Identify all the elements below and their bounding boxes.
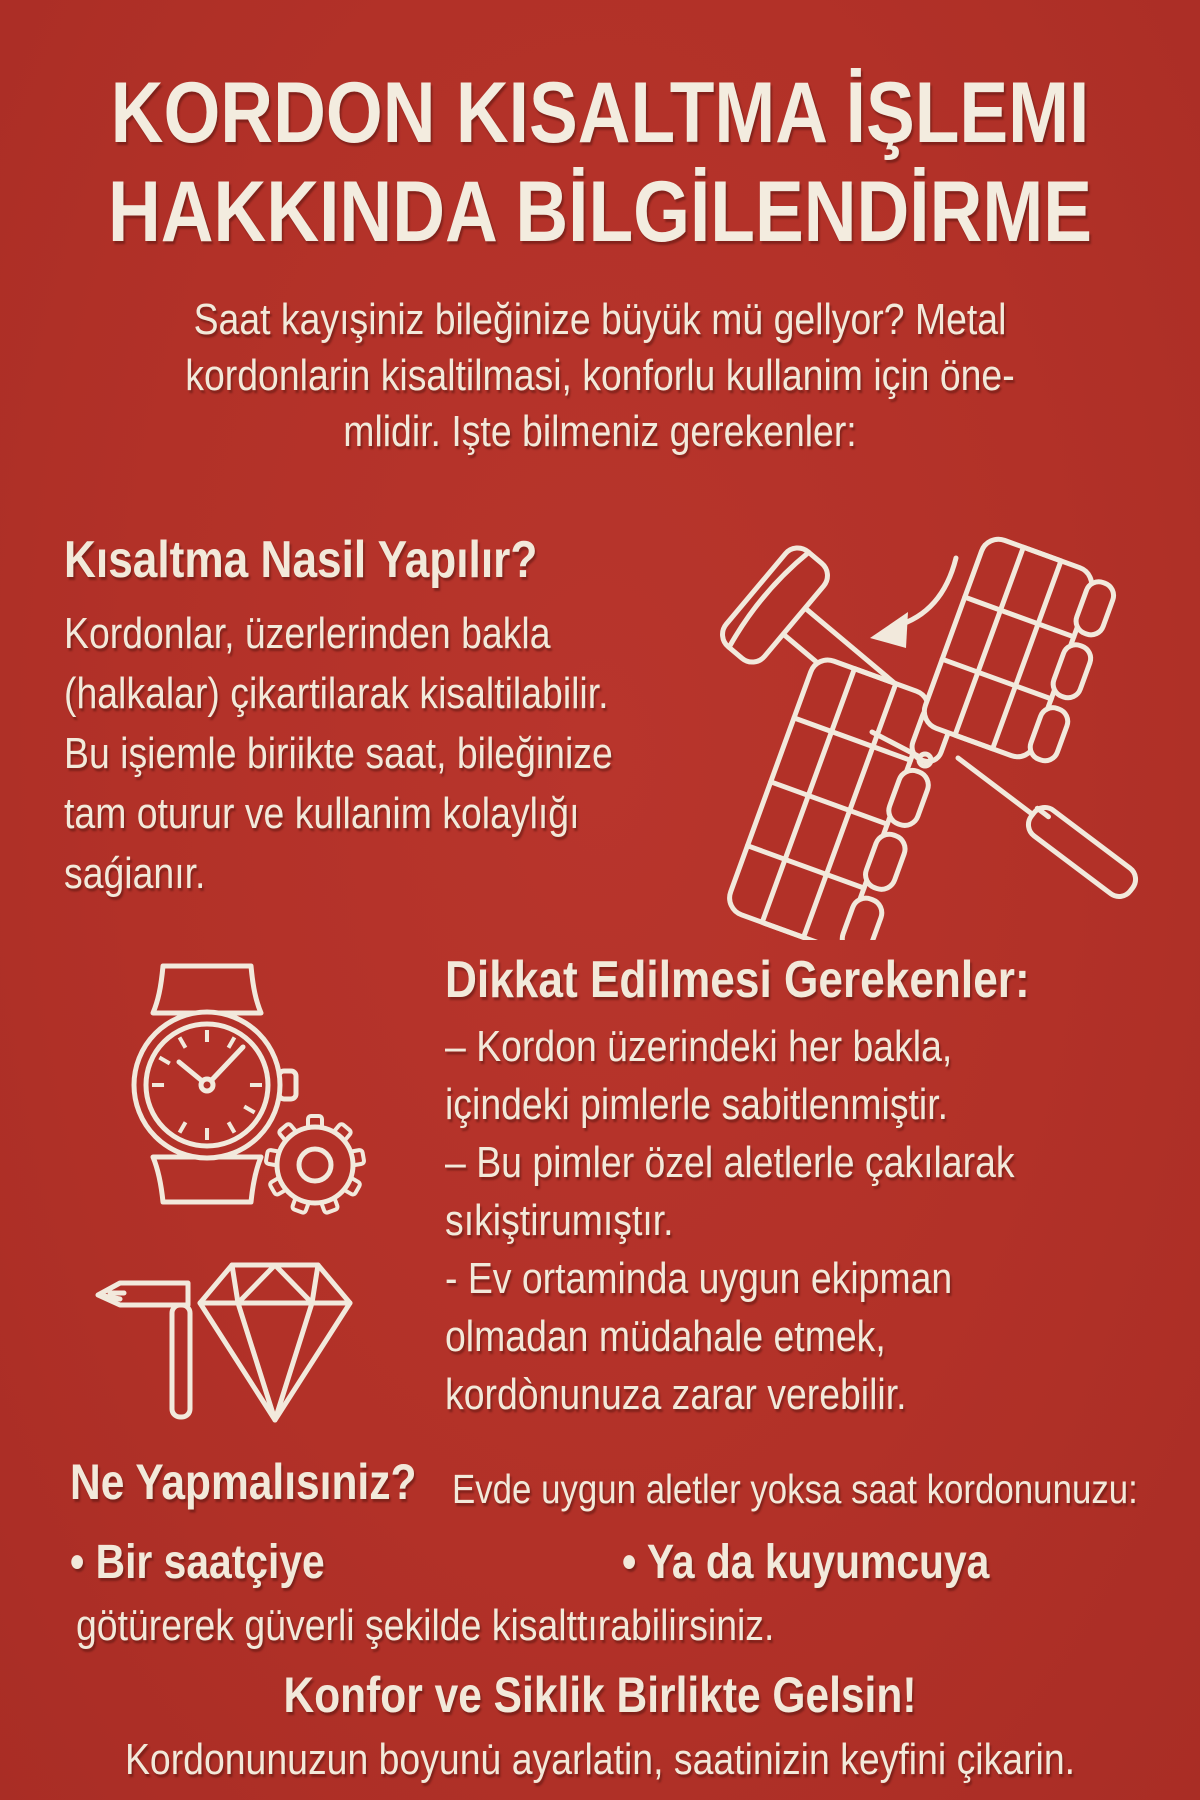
watch-band-icon <box>725 655 958 940</box>
care-section-line: - Ev ortaminda uygun ekipman <box>445 1254 953 1303</box>
page-title-line1: KORDON KISALTMA İŞLEMI <box>110 65 1090 161</box>
hammer-and-watch-band-illustration <box>620 440 1180 940</box>
how-section-heading: Kısaltma Nasil Yapılır? <box>64 531 538 589</box>
care-section-line: olmadan müdahale etmek, <box>445 1312 886 1361</box>
how-section-line: saǵianır. <box>64 849 206 898</box>
wristwatch-and-gear-icon <box>95 950 385 1220</box>
watch-band-icon <box>919 534 1119 770</box>
diamond-and-link-tool-icon <box>90 1255 380 1435</box>
intro-line: mlidir. Işte bilmeniz gerekenler: <box>343 407 857 456</box>
how-section-line: tam oturur ve kullanim kolaylığı <box>64 789 580 838</box>
action-section-heading: Ne Yapmalısıniz? <box>70 1454 417 1510</box>
pin-punch-icon <box>958 758 1141 902</box>
action-continuation-line: götürerek güverli şekilde kisalttırabilirsiniz. <box>76 1601 775 1650</box>
intro-line: Saat kayışiniz bileğinize büyük mü gellyor? Metal <box>193 295 1007 344</box>
care-section-line: – Bu pimler özel aletlerle çakılarak <box>445 1138 1015 1187</box>
page-title-line2: HAKKINDA BİLGİLENDİRME <box>107 164 1093 260</box>
care-section-heading: Dikkat Edilmesi Gerekenler: <box>445 951 1030 1009</box>
intro-line: kordonlarin kisaltilmasi, konforlu kullanim için öne- <box>185 351 1015 400</box>
curved-arrow-icon <box>870 558 956 648</box>
action-bullet-watchmaker: • Bir saatçiye <box>70 1536 325 1589</box>
footer-heading: Konfor ve Siklik Birlikte Gelsin! <box>283 1667 917 1723</box>
action-bullet-jeweler: • Ya da kuyumcuya <box>622 1536 990 1589</box>
footer-line: Kordonunuzun boyunu̇ ayarlatin, saatinizin keyfini çikarin. <box>124 1735 1076 1784</box>
diamond-icon <box>200 1265 350 1420</box>
link-tool-icon <box>98 1283 190 1417</box>
how-section-line: (halkalar) çikartilarak kisaltilabilir. <box>64 669 609 718</box>
care-section-line: kordònunuza zarar verebilir. <box>445 1370 907 1419</box>
how-section-line: Bu işiemle biriikte saat, bileğinize <box>64 729 613 778</box>
care-section-line: içindeki pimlerle sabitlenmiştir. <box>445 1080 949 1129</box>
wristwatch-icon <box>134 966 296 1202</box>
care-section-line: sıkiştirumıştır. <box>445 1196 674 1245</box>
how-section-line: Kordonlar, üzerlerinden bakla <box>64 609 551 658</box>
care-section-line: – Kordon üzerindeki her bakla, <box>445 1022 953 1071</box>
action-section-inline-text: Evde uygun aletler yoksa saat kordonunuzu: <box>452 1466 1138 1512</box>
gear-icon <box>266 1116 365 1213</box>
